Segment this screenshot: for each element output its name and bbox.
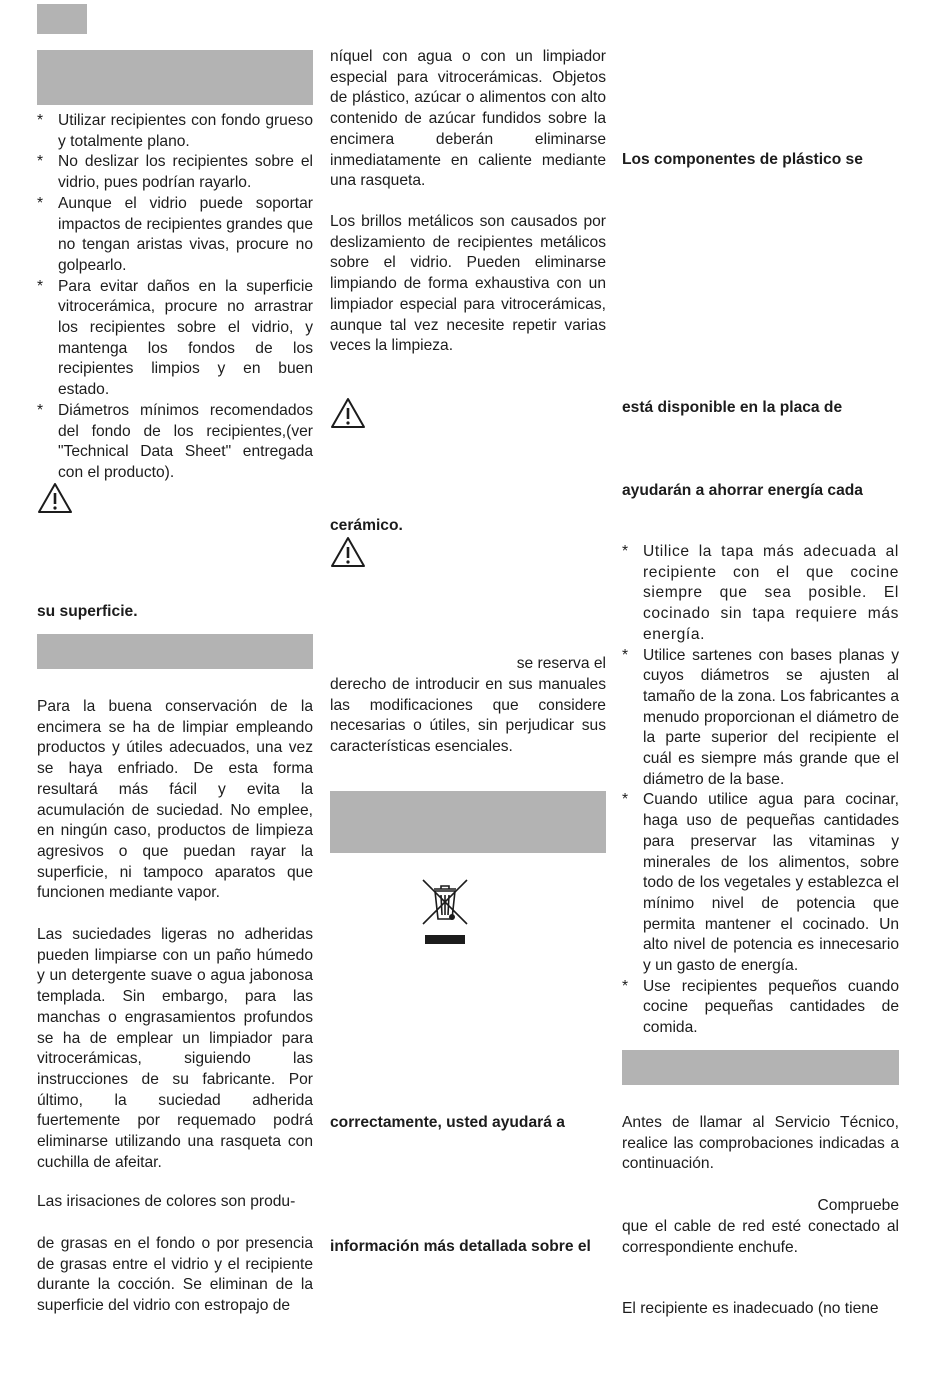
warning-triangle-icon xyxy=(37,482,73,514)
service-paragraph: Antes de llamar al Servicio Técnico, realice las comprobaciones indicadas a continuación. xyxy=(622,1114,899,1173)
recipient-tips-list xyxy=(37,111,313,484)
metal-shine-paragraph: Los brillos metálicos son causados por deslizamiento de recipientes metálicos sobre el vidrio. Pueden eliminarse limpiando de forma exhaustiva con un limpiador especial para vitrocerámicas, aunque tal vez necesite repetir varias veces la limpieza. xyxy=(330,213,606,355)
service-header-bar xyxy=(622,1050,899,1085)
cleaning-continue-paragraph: níquel con agua o con un limpiador especial para vitrocerámicas. Objetos de plástico, azúcar o alimentos con alto contenido de azúcar fundidos sobre la encimera deberán eliminarse inmediatamente en caliente mediante una rasqueta. xyxy=(330,48,606,190)
environment-header-bar xyxy=(330,791,606,853)
disponible-text: está disponible en la placa de xyxy=(622,399,843,416)
cleaning-paragraph-2: Las suciedades ligeras no adheridas pueden limpiarse con un paño húmedo y un detergente suave o agua jabonosa templada. Sin embargo, para las manchas o engrasamientos profundos se ha de emplear un limpiador para vitrocerámicas, siguiendo las instrucciones de su fabricante. Por último, la suciedad adherida fuertemente por requemado podrá eliminarse utilizando una rasqueta con cuchilla de afeitar. xyxy=(37,926,313,1171)
reserve-tail-text: se reserva el xyxy=(516,655,606,672)
cable-text: que el cable de red esté conectado al correspondiente enchufe. xyxy=(622,1218,899,1256)
list-item: * No deslizar los recipientes sobre el vidrio, pues podrían rayarlo. xyxy=(37,152,313,193)
crossed-out-bin-icon xyxy=(420,877,470,947)
list-item: * Use recipientes pequeños cuando cocine pequeñas cantidades de comida. xyxy=(622,977,899,1039)
section-header-bar xyxy=(37,50,313,105)
reserve-body-text: derecho de introducir en sus manuales las modificaciones que considere necesarias o útiles, sin perjudicar sus características esenciales. xyxy=(330,676,606,756)
ceramico-text: cerámico. xyxy=(330,517,403,534)
list-item: * Utilice la tapa más adecuada al recipiente con el que cocine siempre que sea posible. El cocinado sin tapa requiere más energía. xyxy=(622,542,899,646)
cleaning-header-bar xyxy=(37,634,313,669)
cleaning-paragraph-3b: de grasas en el fondo o por presencia de grasas entre el vidrio y el recipiente durante la cocción. Se eliminan de la superficie del vidrio con estropajo de xyxy=(37,1235,313,1315)
cleaning-paragraph-1: Para la buena conservación de la encimera se ha de limpiar empleando productos y útiles adecuados, una vez se haya enfriado. De esta forma resultará más fácil y evita la acumulación de suciedad. No emplee, en ningún caso, productos de limpieza agresivos o que puedan rayar la superficie, ni tampoco aparatos que funcionen mediante vapor. xyxy=(37,698,313,902)
energy-tips-list xyxy=(622,542,899,1039)
list-item: * Cuando utilice agua para cocinar, haga uso de pequeñas cantidades para preservar las vitaminas y minerales de los alimentos, sobre todo de los vegetales y establezca el mínimo nivel de potencia que permita mantener el cocinado. Un alto nivel de potencia es innecesario y un gasto de energía. xyxy=(622,790,899,976)
list-item: * Diámetros mínimos recomendados del fondo de los recipientes,(ver "Technical Data Sheet" entregada con el producto). xyxy=(37,401,313,484)
recipiente-text: El recipiente es inadecuado (no tiene xyxy=(622,1300,879,1317)
informacion-text: información más detallada sobre el xyxy=(330,1238,591,1255)
list-item: * Utilizar recipientes con fondo grueso y totalmente plano. xyxy=(37,111,313,152)
page-corner-tab xyxy=(37,4,87,34)
cleaning-paragraph-3a: Las irisaciones de colores son produ- xyxy=(37,1193,296,1210)
ayudaran-text: ayudarán a ahorrar energía cada xyxy=(622,482,863,499)
warning-tail-text: su superficie. xyxy=(37,603,138,620)
list-item: * Utilice sartenes con bases planas y cuyos diámetros se ajusten al tamaño de la zona. Los fabricantes a menudo proporcionan el diámetro de la parte superior del recipiente el cuál es siempre más grande que el diámetro de la base. xyxy=(622,646,899,791)
list-item: * Para evitar daños en la superficie vitrocerámica, procure no arrastrar los recipientes sobre el vidrio, y mantenga los fondos de los recipientes limpios y en buen estado. xyxy=(37,277,313,401)
plastico-text: Los componentes de plástico se xyxy=(622,151,863,168)
correctamente-text: correctamente, usted ayudará a xyxy=(330,1114,565,1131)
warning-triangle-icon xyxy=(330,397,366,429)
warning-triangle-icon xyxy=(330,536,366,568)
list-item: * Aunque el vidrio puede soportar impactos de recipientes grandes que no tengan aristas vivas, procure no golpearlo. xyxy=(37,194,313,277)
compruebe-text: Compruebe xyxy=(817,1197,899,1214)
